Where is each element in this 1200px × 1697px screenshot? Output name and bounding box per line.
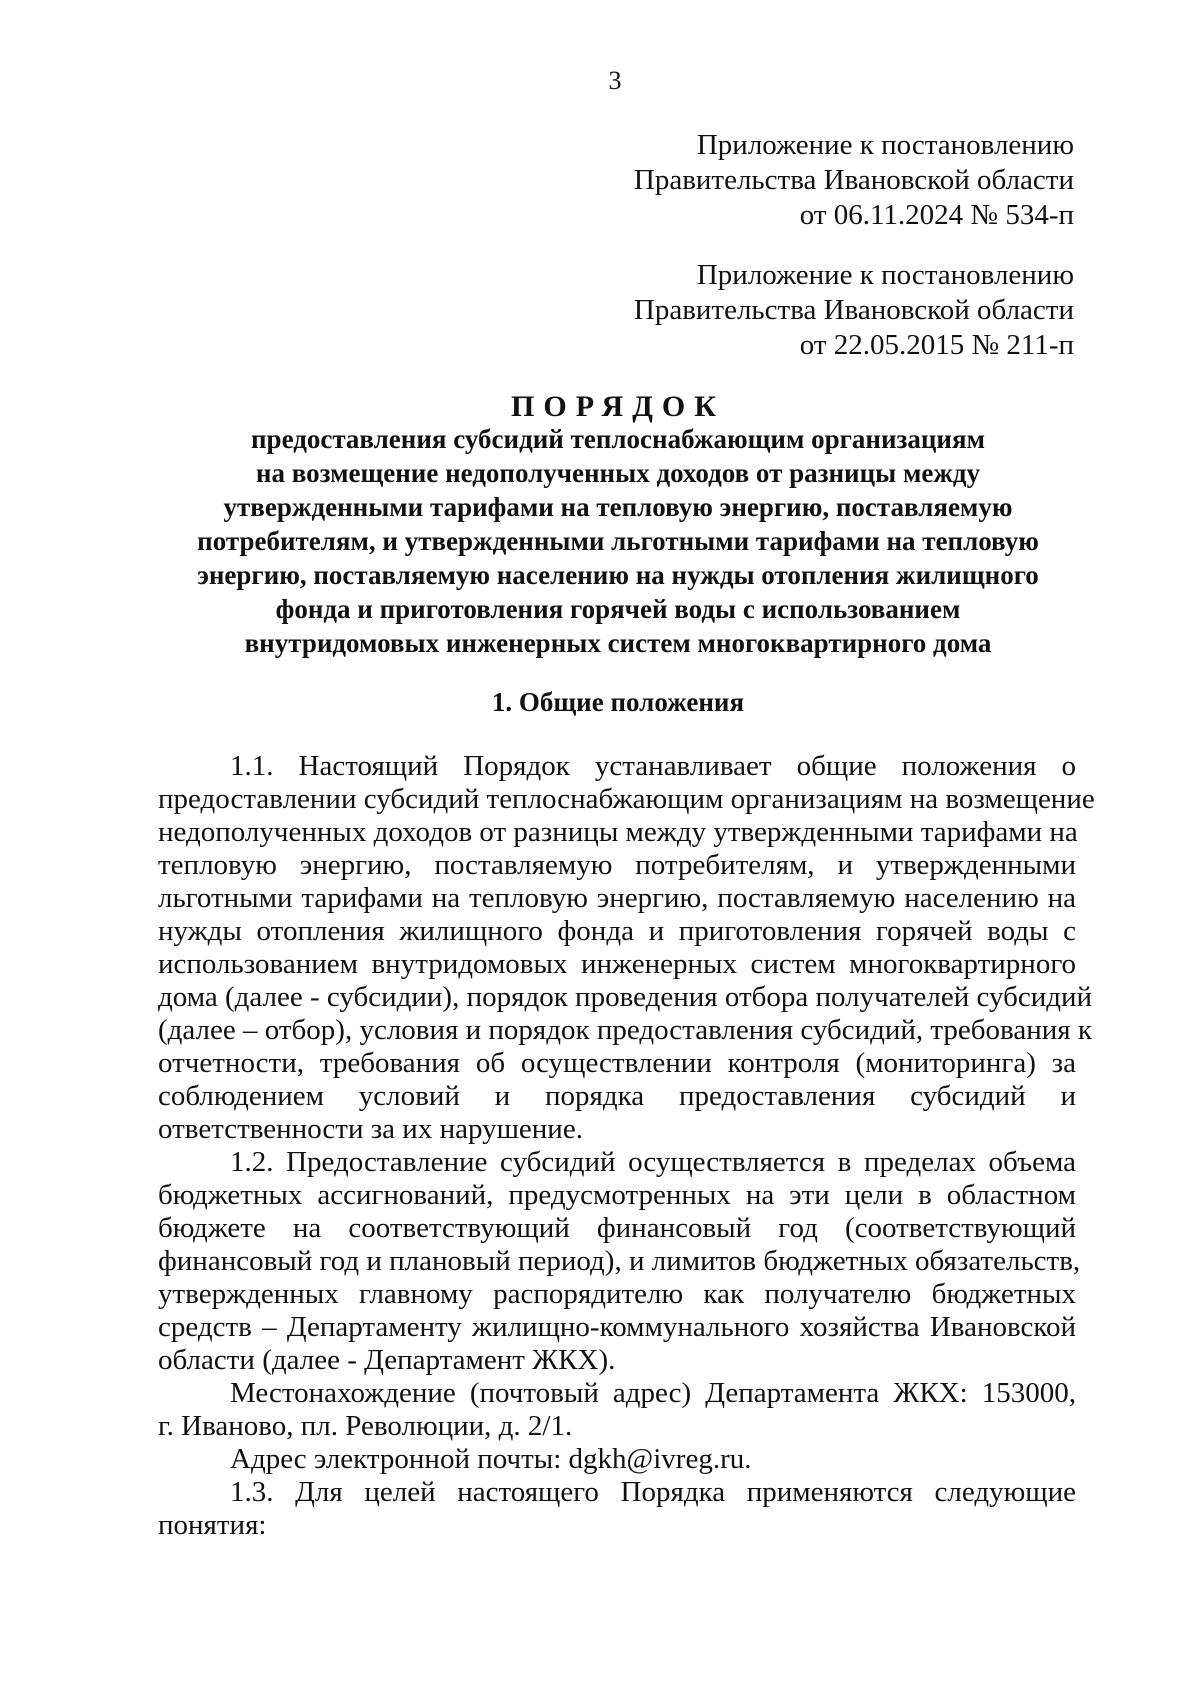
- text-line: 1.3. Для целей настоящего Порядка применяются следующие: [230, 1476, 1076, 1508]
- text-line: отчетности, требования об осуществлении контроля (мониторинга) за: [158, 1047, 1076, 1079]
- text-line: (далее – отбор), условия и порядок предоставления субсидий, требования к: [158, 1014, 1092, 1046]
- paragraph-1-1: [158, 750, 1095, 1146]
- appendix-line: Приложение к постановлению: [696, 129, 1074, 161]
- text-line: 1.2. Предоставление субсидий осуществляется в пределах объема: [230, 1146, 1076, 1178]
- text-line: недополученных доходов от разницы между утвержденными тарифами на: [158, 816, 1078, 848]
- document-title: ПОРЯДОК: [511, 390, 725, 423]
- text-line: 1.1. Настоящий Порядок устанавливает общие положения о: [230, 750, 1076, 782]
- paragraph-email: [158, 1443, 1076, 1476]
- text-line: бюджетных ассигнований, предусмотренных на эти цели в областном: [158, 1179, 1076, 1211]
- text-line: Адрес электронной почты: dgkh@ivreg.ru.: [230, 1443, 752, 1475]
- subtitle-line: внутридомовых инженерных систем многоквартирного дома: [244, 628, 992, 658]
- subtitle-line: утвержденными тарифами на тепловую энергию, поставляемую: [223, 492, 1013, 522]
- paragraph-address: [158, 1377, 1076, 1443]
- appendix-line: от 22.05.2015 № 211-п: [799, 329, 1074, 361]
- paragraph-1-3: [158, 1476, 1076, 1542]
- text-line: средств – Департаменту жилищно-коммунального хозяйства Ивановской: [158, 1311, 1076, 1343]
- appendix-line: Приложение к постановлению: [696, 259, 1074, 291]
- appendix-line: Правительства Ивановской области: [633, 164, 1074, 196]
- text-line: предоставлении субсидий теплоснабжающим организациям на возмещение: [158, 783, 1095, 815]
- appendix-block-original: [634, 258, 1074, 363]
- subtitle-line: энергию, поставляемую населению на нужды отопления жилищного: [197, 560, 1039, 590]
- text-line: тепловую энергию, поставляемую потребителям, и утвержденными: [158, 849, 1076, 881]
- text-line: ответственности за их нарушение.: [158, 1113, 583, 1145]
- text-line: Местонахождение (почтовый адрес) Департамента ЖКХ: 153000,: [230, 1377, 1076, 1409]
- text-line: г. Иваново, пл. Революции, д. 2/1.: [158, 1410, 573, 1442]
- text-line: соблюдением условий и порядка предоставления субсидий и: [158, 1080, 1076, 1112]
- paragraph-1-2: [158, 1146, 1081, 1377]
- subtitle-line: потребителям, и утвержденными льготными тарифами на тепловую: [197, 526, 1039, 556]
- page-number: 3: [608, 66, 622, 95]
- text-line: утвержденных главному распорядителю как получателю бюджетных: [158, 1278, 1076, 1310]
- document-subtitle: [0, 422, 1200, 660]
- text-line: использованием внутридомовых инженерных систем многоквартирного: [158, 948, 1076, 980]
- subtitle-line: на возмещение недополученных доходов от разницы между: [255, 458, 981, 488]
- text-line: нужды отопления жилищного фонда и приготовления горячей воды с: [158, 915, 1076, 947]
- section-heading: 1. Общие положения: [491, 687, 745, 717]
- appendix-block-current: [634, 128, 1074, 233]
- text-line: дома (далее - субсидии), порядок проведения отбора получателей субсидий: [158, 981, 1093, 1013]
- text-line: понятия:: [158, 1509, 267, 1541]
- appendix-line: Правительства Ивановской области: [633, 294, 1074, 326]
- text-line: льготными тарифами на тепловую энергию, поставляемую населению на: [158, 882, 1076, 914]
- text-line: бюджете на соответствующий финансовый год (соответствующий: [158, 1212, 1076, 1244]
- appendix-line: от 06.11.2024 № 534-п: [799, 199, 1074, 231]
- text-line: области (далее - Департамент ЖКХ).: [158, 1344, 616, 1376]
- subtitle-line: фонда и приготовления горячей воды с использованием: [275, 594, 961, 624]
- subtitle-line: предоставления субсидий теплоснабжающим организациям: [251, 424, 985, 454]
- text-line: финансовый год и плановый период), и лимитов бюджетных обязательств,: [158, 1245, 1081, 1277]
